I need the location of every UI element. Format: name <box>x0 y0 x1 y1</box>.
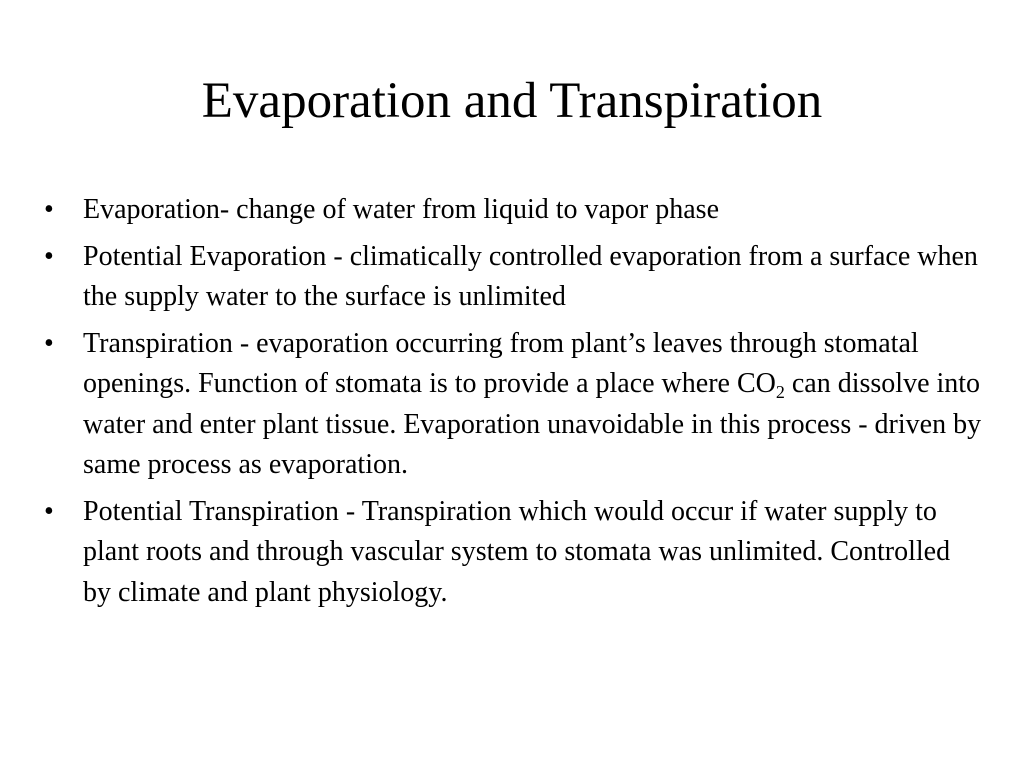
bullet-text: Potential Transpiration - Transpiration which would occur if water supply to plant roots and through vascular system to stomata was unlimited. Controlled by climate and plant physiology. <box>83 495 951 608</box>
bullet-dot-icon: • <box>44 194 54 225</box>
bullet-text: Potential Evaporation - climatically controlled evaporation from a surface when the supply water to the surface is unlimited <box>83 240 978 312</box>
bullet-text-part-1: Transpiration - evaporation occurring from plant’s leaves through stomatal openings. Function of stomata is to provide a place where CO <box>83 327 919 399</box>
co2-subscript: 2 <box>775 382 785 402</box>
bullet-text-part-2: can dissolve into water and enter plant tissue. Evaporation unavoidable in this process - driven by same process as evaporation. <box>83 368 982 480</box>
bullet-dot-icon: • <box>44 495 54 527</box>
bullet-item-evaporation <box>44 190 984 231</box>
bullet-item-potential-evaporation <box>44 237 984 318</box>
bullet-dot-icon: • <box>44 327 54 359</box>
slide-title: Evaporation and Transpiration <box>201 73 823 129</box>
bullet-item-transpiration <box>44 324 984 486</box>
bullet-item-potential-transpiration <box>44 492 984 614</box>
bullet-list <box>44 190 984 619</box>
bullet-text: Evaporation- change of water from liquid to vapor phase <box>83 194 720 225</box>
bullet-dot-icon: • <box>44 240 54 272</box>
